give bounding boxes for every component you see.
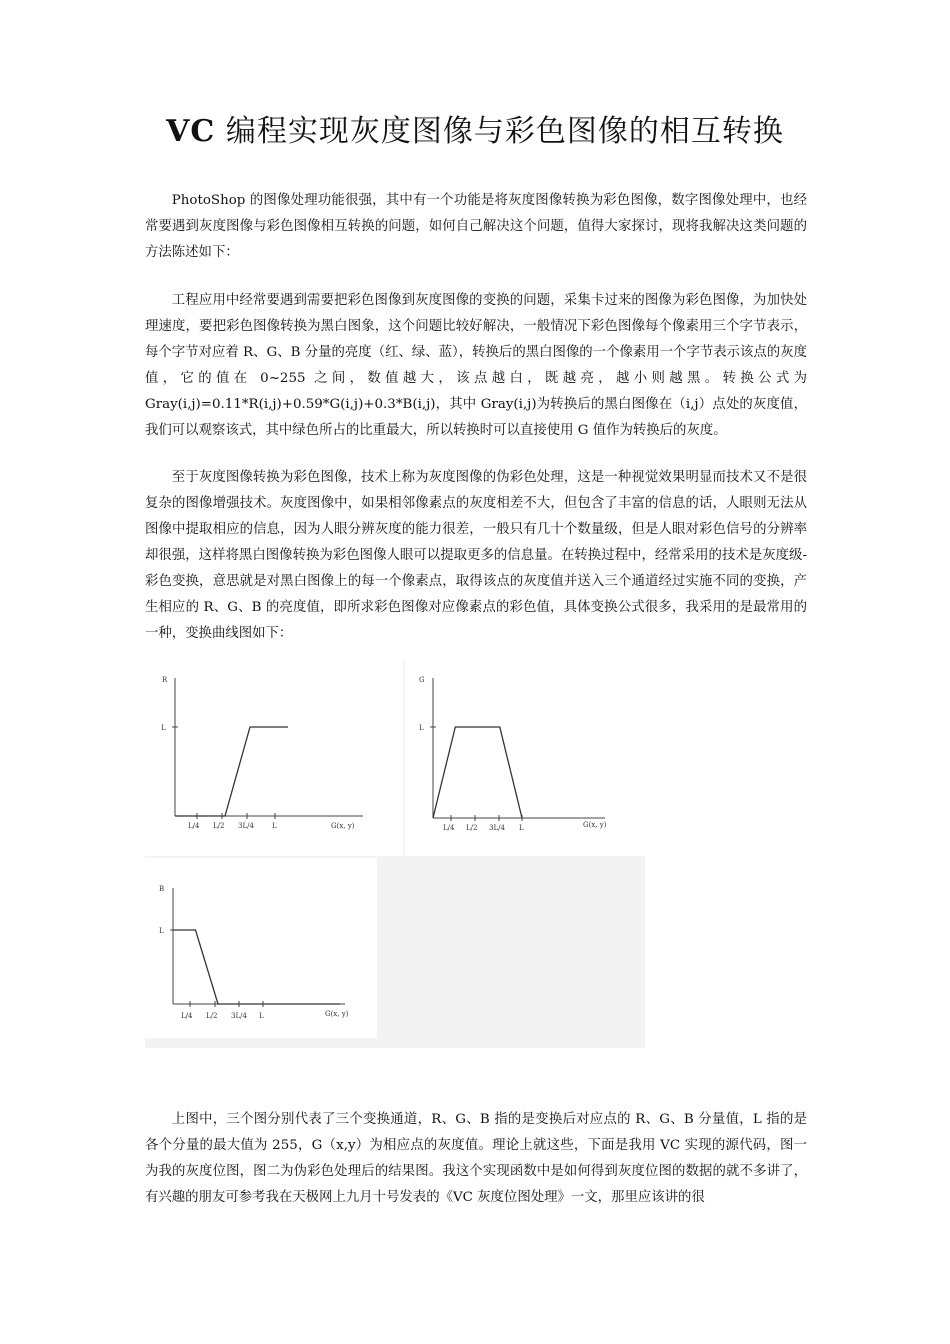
chart-r-channel [145,660,403,856]
paragraph-explanation: 上图中，三个图分别代表了三个变换通道，R、G、B 指的是变换后对应点的 R、G、B 分量值，L 指的是各个分量的最大值为 255，G（x,y）为相应点的灰度值。理论上就这些，下面是我用 VC 实现的源代码，图一为我的灰度位图，图二为伪彩色处理后的结果图。我这个实现函数中是如何得到灰度位图的数据的就不多讲了，有兴趣的朋友可参考我在天极网上九月十号发表的《VC 灰度位图处理》一文，那里应该讲的很 [145,1112,807,1205]
title-prefix: VC [166,114,216,149]
g-tick-label: L/4 [443,824,455,832]
g-x-label: G(x, y) [583,821,607,829]
r-tick-label: L/2 [213,822,225,830]
r-tick-label: L [272,822,277,830]
chart-r-svg [145,660,403,856]
b-level-label: L [159,927,164,935]
chart-g-svg [405,660,645,856]
b-tick-label: L/4 [181,1012,193,1020]
b-curve [173,930,340,1004]
paragraph-color-to-gray: 工程应用中经常要遇到需要把彩色图像到灰度图像的变换的问题，采集卡过来的图像为彩色图像，为加快处理速度，要把彩色图像转换为黑白图象，这个问题比较好解决，一般情况下彩色图像每个像素用三个字节表示，每个字节对应着 R、G、B 分量的亮度（红、绿、蓝），转换后的黑白图像的一个像素用一个字节表示该点的灰度值，它的值在 0~255 之间，数值越大，该点越白，既越亮，越小则越黑。转换公式为 Gray(i,j)=0.11*R(i,j)+0.59*G(i,j)+0.3*B(i,j)，其中 Gray(i,j)为转换后的黑白图像在（i,j）点处的灰度值，我们可以观察该式，其中绿色所占的比重最大，所以转换时可以直接使用 G 值作为转换后的灰度。 [145,293,807,438]
b-x-label: G(x, y) [325,1010,349,1018]
r-curve [175,727,288,816]
b-tick-label: L [259,1012,264,1020]
r-level-label: L [161,724,166,732]
g-level-label: L [419,724,424,732]
b-y-label: B [159,885,165,893]
r-x-label: G(x, y) [331,822,355,830]
r-tick-label: L/4 [188,822,200,830]
r-y-label: R [162,676,168,684]
chart-b-svg [145,858,377,1038]
paragraph-intro: PhotoShop 的图像处理功能很强，其中有一个功能是将灰度图像转换为彩色图像，数字图像处理中，也经常要遇到灰度图像与彩色图像相互转换的问题，如何自己解决这个问题，值得大家探讨，现将我解决这类问题的方法陈述如下： [145,193,807,260]
chart-b-channel [145,858,377,1038]
b-tick-label: 3L/4 [231,1012,247,1020]
title-main: 编程实现灰度图像与彩色图像的相互转换 [215,114,784,149]
document-title [0,106,950,150]
paragraph-gray-to-color: 至于灰度图像转换为彩色图像，技术上称为灰度图像的伪彩色处理，这是一种视觉效果明显而技术又不是很复杂的图像增强技术。灰度图像中，如果相邻像素点的灰度相差不大，但包含了丰富的信息的话，人眼则无法从图像中提取相应的信息，因为人眼分辨灰度的能力很差，一般只有几十个数量级，但是人眼对彩色信号的分辨率却很强，这样将黑白图像转换为彩色图像人眼可以提取更多的信息量。在转换过程中，经常采用的技术是灰度级-彩色变换，意思就是对黑白图像上的每一个像素点，取得该点的灰度值并送入三个通道经过实施不同的变换，产生相应的 R、G、B 的亮度值，即所求彩色图像对应像素点的彩色值，具体变换公式很多，我采用的是最常用的一种，变换曲线图如下： [145,470,807,641]
chart-g-channel [405,660,645,856]
b-tick-label: L/2 [206,1012,218,1020]
r-tick-label: 3L/4 [238,822,254,830]
g-y-label: G [419,676,425,684]
g-tick-label: 3L/4 [489,824,505,832]
g-tick-label: L/2 [466,824,478,832]
transform-curves-figure [145,660,645,1048]
g-tick-label: L [519,824,524,832]
g-curve [433,727,522,818]
